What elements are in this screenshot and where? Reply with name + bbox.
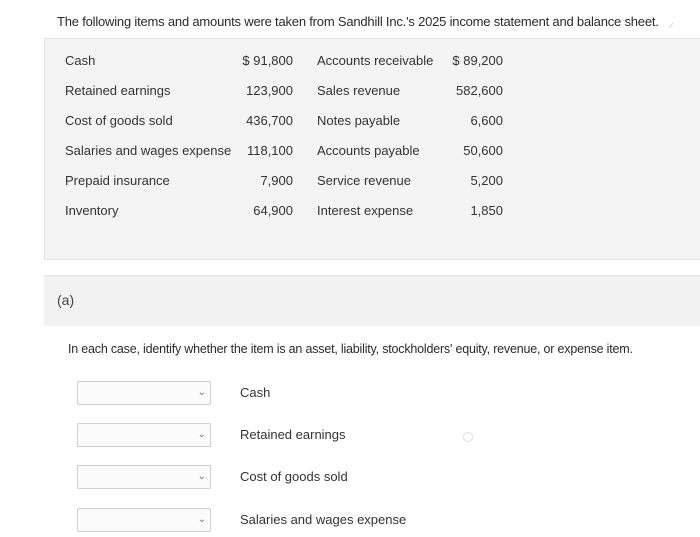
answer-row <box>77 381 637 407</box>
item-row <box>45 113 700 133</box>
item-label: Retained earnings <box>65 83 171 98</box>
item-label: Cost of goods sold <box>65 113 173 128</box>
item-amount: 582,600 <box>456 83 503 98</box>
item-label: Interest expense <box>317 203 414 218</box>
answer-item-label: Cash <box>240 385 271 400</box>
item-row <box>45 143 700 163</box>
part-label: (a) <box>57 292 75 308</box>
chevron-down-icon: ⌄ <box>197 387 206 398</box>
item-row <box>45 53 700 73</box>
item-amount: 123,900 <box>246 83 293 98</box>
item-label: Accounts receivable <box>317 53 434 68</box>
decorative-mark <box>669 23 674 28</box>
item-label: Notes payable <box>317 113 401 128</box>
item-label: Prepaid insurance <box>65 173 170 188</box>
intro-text: The following items and amounts were taken from Sandhill Inc.'s 2025 income statement and balance sheet. <box>57 14 659 29</box>
item-label: Service revenue <box>317 173 411 188</box>
item-amount: 118,100 <box>246 143 293 158</box>
item-amount: 50,600 <box>463 143 503 158</box>
items-panel <box>44 38 700 260</box>
instruction-text: In each case, identify whether the item is an asset, liability, stockholders' equity, revenue, or expense item. <box>68 342 633 356</box>
item-label: Salaries and wages expense <box>65 143 232 158</box>
item-label: Sales revenue <box>317 83 401 98</box>
part-header <box>44 275 700 326</box>
classification-select[interactable] <box>77 423 211 447</box>
answer-item-label: Retained earnings <box>240 427 346 442</box>
item-row <box>45 173 700 193</box>
answer-item-label: Cost of goods sold <box>240 469 348 484</box>
item-label: Accounts payable <box>317 143 420 158</box>
classification-select[interactable] <box>77 381 211 405</box>
answer-item-label: Salaries and wages expense <box>240 512 407 527</box>
item-amount: 7,900 <box>260 173 293 188</box>
item-amount: $ 89,200 <box>452 53 503 68</box>
item-row <box>45 83 700 103</box>
item-amount: 64,900 <box>253 203 293 218</box>
item-amount: 436,700 <box>246 113 293 128</box>
item-amount: 6,600 <box>470 113 503 128</box>
radio-indicator <box>463 432 473 442</box>
classification-select[interactable] <box>77 465 211 489</box>
item-row <box>45 203 700 223</box>
answer-row <box>77 423 637 449</box>
classification-select[interactable] <box>77 508 211 532</box>
item-label: Inventory <box>65 203 119 218</box>
answer-row <box>77 465 637 491</box>
chevron-down-icon: ⌄ <box>197 429 206 440</box>
item-amount: 1,850 <box>470 203 503 218</box>
answer-row <box>77 508 637 534</box>
item-label: Cash <box>65 53 96 68</box>
item-amount: $ 91,800 <box>242 53 293 68</box>
chevron-down-icon: ⌄ <box>197 514 206 525</box>
chevron-down-icon: ⌄ <box>197 471 206 482</box>
item-amount: 5,200 <box>470 173 503 188</box>
